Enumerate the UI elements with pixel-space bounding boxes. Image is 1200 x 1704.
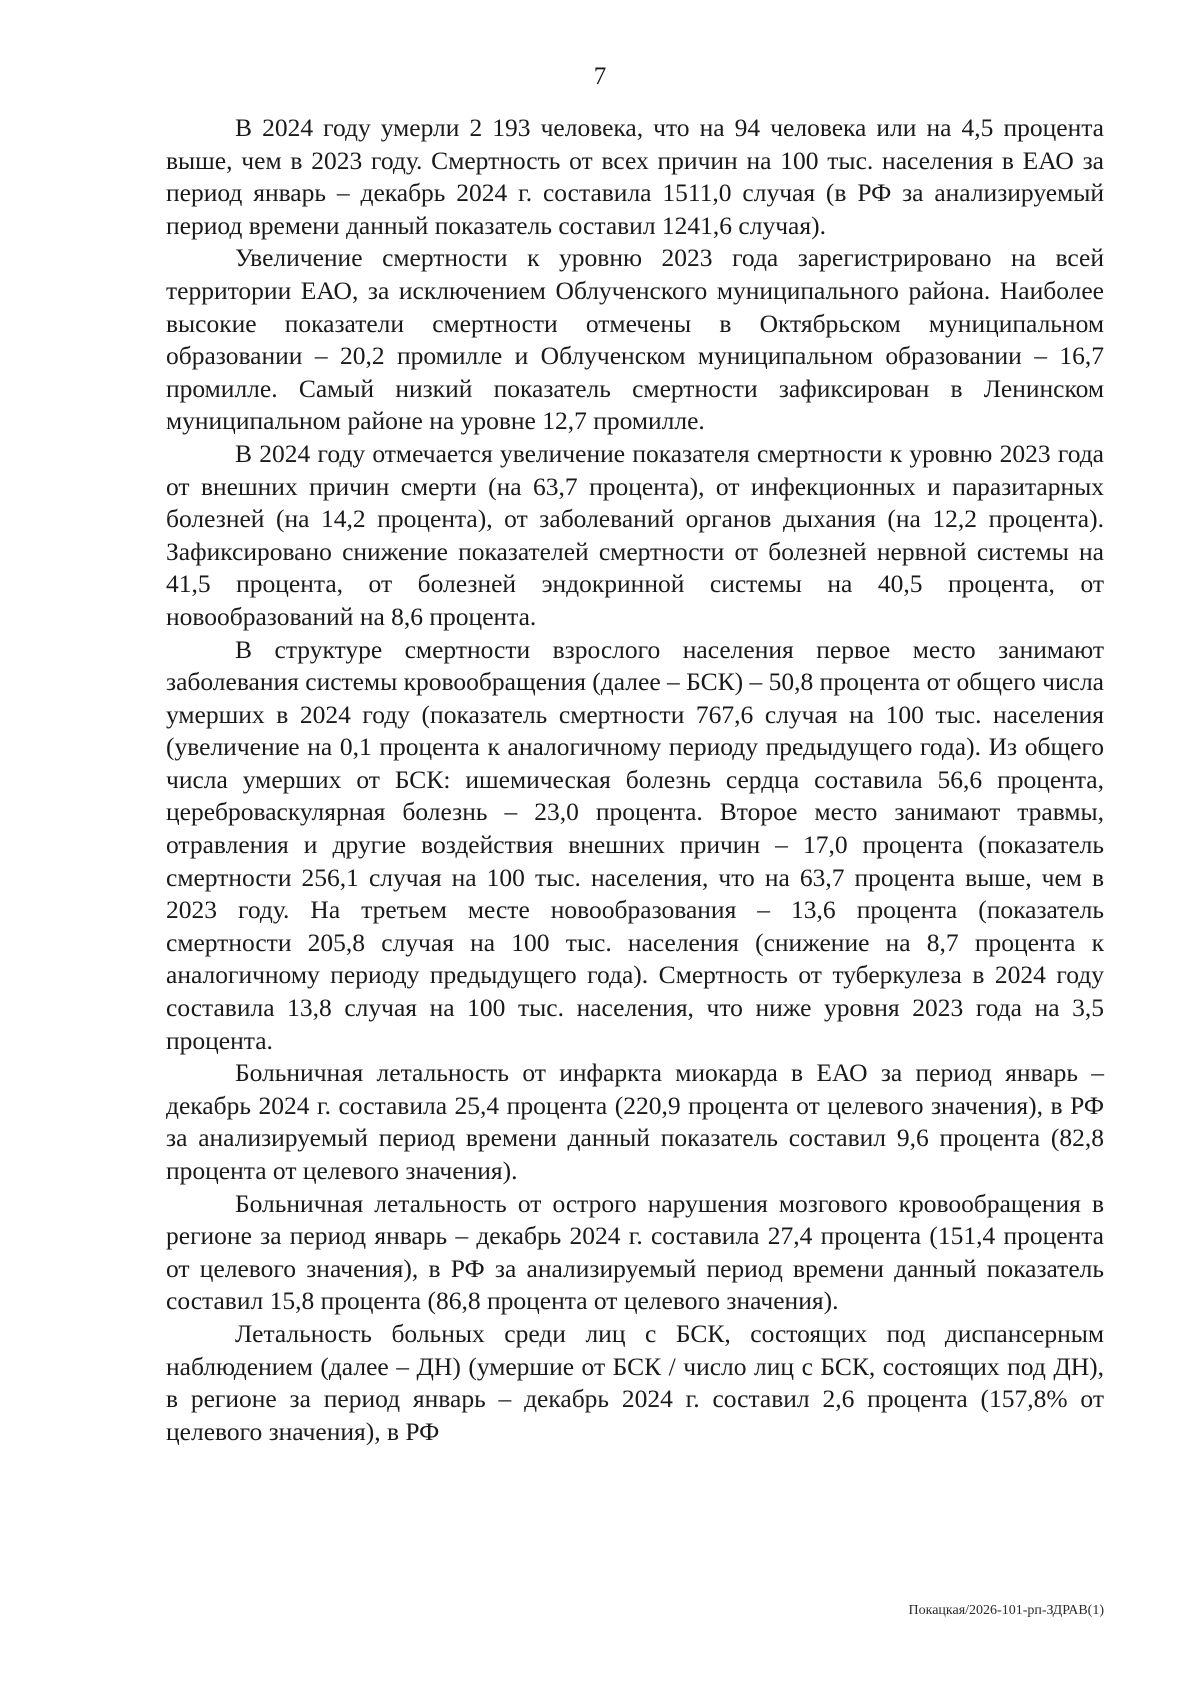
paragraph-mortality-total: В 2024 году умерли 2 193 человека, что на 94 человека или на 4,5 процента выше, чем в 2023 году. Смертность от всех причин на 100 тыс. населения в ЕАО за период январь – декабрь 2024 г. составила 1511,0 случая (в РФ за анализируемый период времени данный показатель составил 1241,6 случая).	[166, 113, 1104, 240]
paragraph-mortality-causes: В 2024 году отмечается увеличение показателя смертности к уровню 2023 года от внешних причин смерти (на 63,7 процента), от инфекционных и паразитарных болезней (на 14,2 процента), от заболеваний органов дыхания (на 12,2 процента). Зафиксировано снижение показателей смертности от болезней нервной системы на 41,5 процента, от болезней эндокринной системы на 40,5 процента, от новообразований на 8,6 процента.	[166, 438, 1104, 631]
paragraph-mortality-structure: В структуре смертности взрослого населения первое место занимают заболевания системы кровообращения (далее – БСК) – 50,8 процента от общего числа умерших в 2024 году (показатель смертности 767,6 случая на 100 тыс. населения (увеличение на 0,1 процента к аналогичному периоду предыдущего года). Из общего числа умерших от БСК: ишемическая болезнь сердца составила 56,6 процента, цереброваскулярная болезнь – 23,0 процента. Второе место занимают травмы, отравления и другие воздействия внешних причин – 17,0 процента (показатель смертности 256,1 случая на 100 тыс. населения, что на 63,7 процента выше, чем в 2023 году. На третьем месте новообразования – 13,6 процента (показатель смертности 205,8 случая на 100 тыс. населения (снижение на 8,7 процента к аналогичному периоду предыдущего года). Смертность от туберкулеза в 2024 году составила 13,8 случая на 100 тыс. населения, что ниже уровня 2023 года на 3,5 процента.	[166, 634, 1104, 1055]
document-registration-code: Покацкая/2026-101-рп-ЗДРАВ(1)	[908, 1603, 1104, 1618]
paragraph-stroke-lethality: Больничная летальность от острого нарушения мозгового кровообращения в регионе за период январь – декабрь 2024 г. составила 27,4 процента (151,4 процента от целевого значения), в РФ за анализируемый период времени данный показатель составил 15,8 процента (86,8 процента от целевого значения).	[166, 1188, 1104, 1316]
paragraph-mortality-territory: Увеличение смертности к уровню 2023 года зарегистрировано на всей территории ЕАО, за исключением Облученского муниципального района. Наиболее высокие показатели смертности отмечены в Октябрьском муниципальном образовании – 20,2 промилле и Облученском муниципальном образовании – 16,7 промилле. Самый низкий показатель смертности зафиксирован в Ленинском муниципальном районе на уровне 12,7 промилле.	[166, 243, 1104, 436]
paragraph-dispensary-lethality: Летальность больных среди лиц с БСК, состоящих под диспансерным наблюдением (далее – ДН) (умершие от БСК / число лиц с БСК, состоящих под ДН), в регионе за период январь – декабрь 2024 г. составил 2,6 процента (157,8% от целевого значения), в РФ	[166, 1318, 1104, 1446]
paragraph-myocardial-infarction: Больничная летальность от инфаркта миокарда в ЕАО за период январь – декабрь 2024 г. составила 25,4 процента (220,9 процента от целевого значения), в РФ за анализируемый период времени данный показатель составил 9,6 процента (82,8 процента от целевого значения).	[166, 1058, 1104, 1185]
document-body	[166, 112, 1104, 1448]
page-number: 7	[593, 63, 607, 90]
